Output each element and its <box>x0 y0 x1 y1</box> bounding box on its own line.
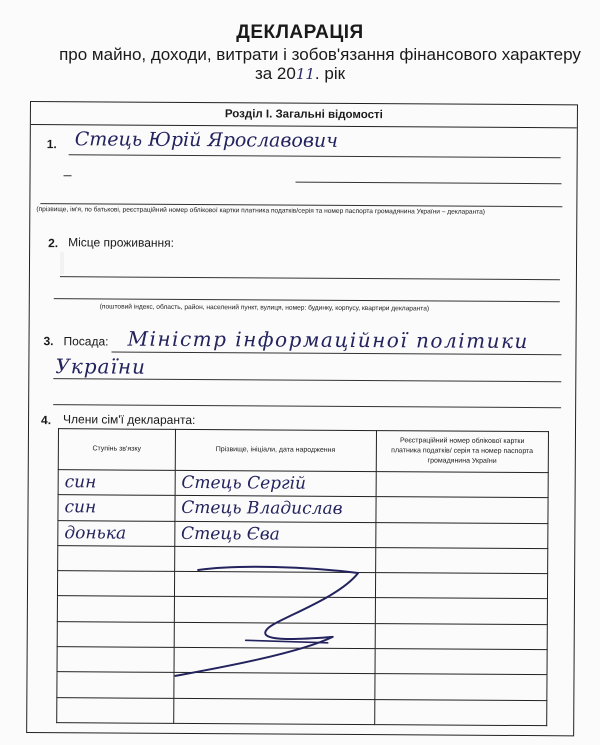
position-handwritten-line1: Міністр інформаційної політики <box>127 326 529 354</box>
item3-label: Посада: <box>63 334 109 349</box>
form-frame <box>26 101 578 736</box>
item1-dash <box>64 175 72 176</box>
year-handwritten: 11 <box>295 65 315 83</box>
year-prefix: за 20 <box>254 64 296 83</box>
table-row <box>58 520 548 548</box>
name-cell: Стець Владислав <box>181 498 343 520</box>
item2-number: 2. <box>48 236 59 251</box>
declaration-year-line <box>0 64 600 84</box>
table-row <box>58 470 548 498</box>
item1-line-1 <box>69 154 561 158</box>
position-handwritten-line2: України <box>55 354 147 379</box>
item4-number: 4. <box>41 413 52 428</box>
cancellation-stroke-icon <box>157 558 388 689</box>
item1-caption: (прізвище, ім'я, по батькові, реєстраційний номер облікової картки платника податків/серія та номер паспорта громадянина України – декларанта) <box>36 206 486 216</box>
item4-label: Члени сім'ї декларанта: <box>63 412 196 428</box>
relation-cell: донька <box>64 522 127 544</box>
name-cell: Стець Сергій <box>181 473 307 494</box>
table-row <box>58 495 548 523</box>
item1-line-2 <box>296 182 562 185</box>
address-redacted <box>60 252 64 274</box>
id-cell <box>375 522 548 548</box>
id-cell <box>376 472 549 498</box>
table-row <box>57 697 547 725</box>
item3-line-3 <box>53 404 561 408</box>
declarant-name-handwritten: Стець Юрій Ярославович <box>74 128 339 152</box>
item3-number: 3. <box>43 334 54 349</box>
declaration-subtitle: про майно, доходи, витрати і зобов'язання фінансового характеру <box>59 45 581 64</box>
column-header-relation: Ступінь зв'язку <box>58 429 175 471</box>
item1-number: 1. <box>46 137 57 152</box>
item2-caption: (поштовий індекс, область, район, населений пункт, вулиця, номер: будинку, корпусу, квартири декларанта) <box>99 303 430 313</box>
name-cell: Стець Єва <box>181 523 280 545</box>
id-cell <box>375 497 548 523</box>
relation-cell: син <box>64 497 97 518</box>
item2-label: Місце проживання: <box>68 235 175 250</box>
item2-line-2 <box>54 298 560 302</box>
year-suffix: . рік <box>314 64 346 83</box>
item3-line-2 <box>53 378 561 382</box>
relation-cell: син <box>64 472 97 493</box>
declaration-title: ДЕКЛАРАЦІЯ <box>236 22 364 43</box>
column-header-id: Реєстраційний номер облікової картки платника податків/ серія та номер паспорта громадянина України <box>376 431 549 473</box>
section-title: Розділ І. Загальні відомості <box>31 102 577 128</box>
item2-line-1 <box>60 276 560 280</box>
column-header-name: Прізвище, ініціали, дата народження <box>175 429 376 471</box>
table-header-row <box>58 429 548 473</box>
